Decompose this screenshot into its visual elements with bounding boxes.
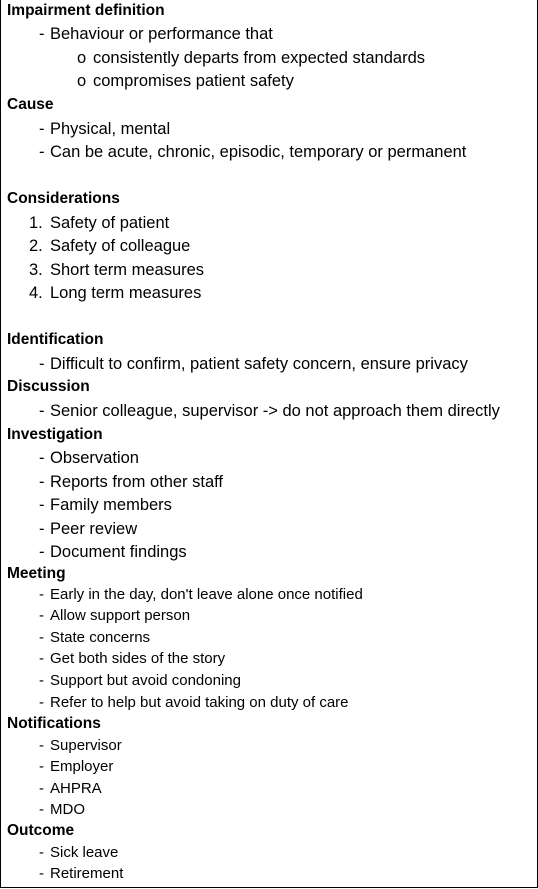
heading-text: Meeting — [7, 565, 66, 582]
dash-bullet-icon: - — [39, 650, 44, 667]
item-text: Sick leave — [50, 844, 119, 861]
circle-bullet-icon: o — [77, 72, 87, 90]
dash-bullet-icon: - — [39, 844, 44, 861]
dash-bullet-icon: - — [39, 629, 44, 646]
item-text: Peer review — [50, 520, 138, 538]
item-text: Senior colleague, supervisor -> do not approach them directly — [50, 402, 500, 420]
section-heading — [7, 565, 66, 583]
item-text: Early in the day, don't leave alone once notified — [50, 586, 363, 603]
item-text: Safety of patient — [50, 214, 170, 232]
item-text: Reports from other staff — [50, 473, 224, 491]
list-number: 2. — [29, 237, 43, 255]
item-text: Get both sides of the story — [50, 650, 226, 667]
dash-bullet-icon: - — [39, 25, 45, 43]
section-heading — [7, 190, 120, 208]
item-text: Allow support person — [50, 607, 191, 624]
heading-text: Notifications — [7, 715, 101, 732]
dash-bullet-icon: - — [39, 865, 44, 882]
dash-bullet-icon: - — [39, 496, 45, 514]
dash-bullet-icon: - — [39, 520, 45, 538]
item-text: State concerns — [50, 629, 151, 646]
item-text: Physical, mental — [50, 120, 171, 138]
item-text: Short term measures — [50, 261, 205, 279]
section-heading — [7, 378, 90, 396]
circle-bullet-icon: o — [77, 49, 87, 67]
dash-bullet-icon: - — [39, 758, 44, 775]
list-number: 1. — [29, 214, 43, 232]
item-text: Retirement — [50, 865, 124, 882]
item-text: Long term measures — [50, 284, 202, 302]
section-heading — [7, 426, 103, 444]
dash-bullet-icon: - — [39, 607, 44, 624]
section-heading — [7, 96, 54, 114]
dash-bullet-icon: - — [39, 586, 44, 603]
item-text: Employer — [50, 758, 114, 775]
item-text: compromises patient safety — [93, 72, 294, 90]
dash-bullet-icon: - — [39, 543, 45, 561]
item-text: Difficult to confirm, patient safety concern, ensure privacy — [50, 355, 468, 373]
dash-bullet-icon: - — [39, 143, 45, 161]
item-text: Family members — [50, 496, 172, 514]
dash-bullet-icon: - — [39, 355, 45, 373]
item-text: Supervisor — [50, 737, 122, 754]
heading-text: Impairment definition — [7, 2, 165, 19]
heading-text: Identification — [7, 331, 104, 348]
heading-text: Discussion — [7, 378, 90, 395]
dash-bullet-icon: - — [39, 672, 44, 689]
dash-bullet-icon: - — [39, 780, 44, 797]
section-heading — [7, 822, 74, 840]
dash-bullet-icon: - — [39, 801, 44, 818]
dash-bullet-icon: - — [39, 120, 45, 138]
item-text: AHPRA — [50, 780, 102, 797]
item-text: Document findings — [50, 543, 187, 561]
heading-text: Outcome — [7, 822, 75, 839]
item-text: Refer to help but avoid taking on duty of care — [50, 694, 349, 711]
section-heading — [7, 715, 101, 733]
heading-text: Investigation — [7, 426, 103, 443]
section-heading — [7, 2, 165, 20]
item-text: consistently departs from expected standards — [93, 49, 426, 67]
item-text: Behaviour or performance that — [50, 25, 273, 43]
item-text: Support but avoid condoning — [50, 672, 241, 689]
list-number: 4. — [29, 284, 43, 302]
section-heading — [7, 331, 103, 349]
heading-text: Cause — [7, 96, 54, 113]
dash-bullet-icon: - — [39, 694, 44, 711]
heading-text: Considerations — [7, 190, 120, 207]
dash-bullet-icon: - — [39, 402, 45, 420]
item-text: Safety of colleague — [50, 237, 191, 255]
item-text: Observation — [50, 449, 139, 467]
dash-bullet-icon: - — [39, 473, 45, 491]
item-text: Can be acute, chronic, episodic, temporary or permanent — [50, 143, 467, 161]
list-number: 3. — [29, 261, 43, 279]
dash-bullet-icon: - — [39, 737, 44, 754]
dash-bullet-icon: - — [39, 449, 45, 467]
item-text: MDO — [50, 801, 85, 818]
